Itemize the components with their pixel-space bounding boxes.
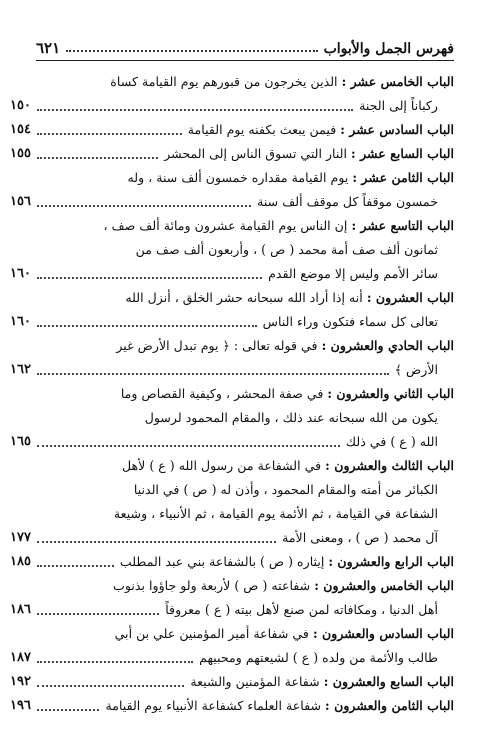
chapter-heading: الباب الثامن والعشرون :	[325, 698, 454, 713]
index-entry	[10, 550, 454, 574]
entry-text: الكبائر من أمته والمقام المحمود ، وأذن له ( ص ) في الدنيا	[133, 482, 438, 497]
entry-page-number: ١٦٠	[10, 266, 31, 281]
chapter-heading: الباب الرابع والعشرون :	[328, 554, 454, 569]
entry-text: خمسون موقفاً كل موقف ألف سنة	[257, 194, 438, 209]
entry-text: في قوله تعالى : ﴿ يوم تبدل الأرض غير	[116, 338, 318, 353]
leader-dots	[37, 157, 158, 159]
entry-text: شفاعته ( ص ) لأربعة ولو جاؤوا بذنوب	[113, 578, 311, 593]
entry-page-number: ١٦٢	[10, 362, 31, 377]
entry-line	[10, 694, 454, 718]
entry-text: يوم القيامة مقداره خمسون ألف سنة ، وله	[127, 170, 349, 185]
entry-line	[10, 310, 454, 334]
entry-line	[40, 286, 454, 310]
header-title: فهرس الجمل والأبواب	[323, 41, 454, 57]
chapter-heading: الباب السادس والعشرون :	[312, 626, 454, 641]
chapter-heading: الباب الثالث والعشرون :	[325, 458, 454, 473]
chapter-heading: الباب الخامس والعشرون :	[314, 578, 454, 593]
entry-line	[10, 670, 454, 694]
entry-page-number: ١٥٠	[10, 98, 31, 113]
leader-dots	[37, 277, 262, 279]
entry-page-number: ١٥٥	[10, 146, 31, 161]
entry-text: شفاعة المؤمنين والشيعة	[190, 674, 320, 689]
index-entry	[10, 670, 454, 694]
entry-line	[10, 550, 454, 574]
entry-text: سائر الأمم وليس إلا موضع القدم	[268, 266, 438, 281]
entry-text: إن الناس يوم القيامة عشرون ومائة ألف صف ،	[103, 218, 348, 233]
index-list	[10, 70, 454, 718]
entry-text: النار التي تسوق الناس إلى المحشر	[164, 146, 348, 161]
entry-text: أنه إذا أراد الله سبحانه حشر الخلق ، أنزل الله	[125, 290, 363, 305]
index-entry	[10, 334, 454, 382]
entry-page-number: ١٩٢	[10, 674, 31, 689]
entry-line	[10, 430, 454, 454]
chapter-heading: الباب السابع عشر :	[351, 146, 454, 161]
entry-line	[10, 262, 454, 286]
entry-text: في شفاعة أمير المؤمنين علي بن أبي	[114, 626, 309, 641]
entry-text: فيمن يبعث بكفنه يوم القيامة	[187, 122, 337, 137]
leader-dots	[37, 325, 257, 327]
entry-text: إيثاره ( ص ) بالشفاعة بني عبد المطلب	[119, 554, 325, 569]
leader-dots	[37, 133, 182, 135]
entry-line	[40, 334, 454, 358]
index-entry	[10, 382, 454, 454]
entry-text: الأرض ﴾	[394, 362, 438, 377]
entry-page-number: ١٨٦	[10, 602, 31, 617]
entry-line	[40, 238, 454, 262]
chapter-heading: الباب الخامس عشر :	[341, 74, 454, 89]
entry-line	[40, 214, 454, 238]
entry-page-number: ١٩٦	[10, 698, 31, 713]
entry-text: الشفاعة في القيامة ، ثم الأئمة يوم القيامة ، ثم الأنبياء ، وشيعة	[113, 506, 438, 521]
entry-text: آل محمد ( ص ) ، ومعنى الأمة	[282, 530, 438, 545]
entry-line	[10, 646, 454, 670]
index-entry	[10, 70, 454, 118]
index-entry	[10, 142, 454, 166]
entry-line	[10, 358, 454, 382]
chapter-heading: الباب الحادي والعشرون :	[321, 338, 454, 353]
entry-page-number: ١٨٧	[10, 650, 31, 665]
leader-dots	[37, 709, 100, 711]
entry-text: تعالى كل سماء فتكون وراء الناس	[262, 314, 438, 329]
entry-line	[40, 166, 454, 190]
entry-line	[40, 382, 454, 406]
leader-dots	[37, 661, 193, 663]
index-entry	[10, 118, 454, 142]
entry-line	[10, 118, 454, 142]
leader-dots	[37, 109, 353, 111]
index-entry	[10, 694, 454, 718]
leader-dots	[37, 613, 159, 615]
index-entry	[10, 574, 454, 622]
chapter-heading: الباب التاسع عشر :	[351, 218, 454, 233]
entry-line	[40, 478, 454, 502]
entry-page-number: ١٦٥	[10, 434, 31, 449]
entry-text: شفاعة العلماء كشفاعة الأنبياء يوم القيامة	[105, 698, 322, 713]
index-entry	[10, 286, 454, 334]
entry-line	[40, 70, 454, 94]
leader-dots	[37, 685, 184, 687]
index-entry	[10, 454, 454, 550]
entry-text: يكون من الله سبحانه عند ذلك ، والمقام المحمود لرسول	[144, 410, 438, 425]
chapter-heading: الباب الثامن عشر :	[352, 170, 454, 185]
chapter-heading: الباب السادس عشر :	[340, 122, 454, 137]
index-entry	[10, 214, 454, 286]
entry-page-number: ١٥٦	[10, 194, 31, 209]
entry-line	[10, 190, 454, 214]
running-header	[36, 38, 454, 61]
entry-page-number: ١٧٧	[10, 530, 31, 545]
leader-dots	[37, 373, 389, 375]
leader-dots	[37, 205, 251, 207]
index-entry	[10, 622, 454, 670]
entry-line	[40, 622, 454, 646]
entry-line	[10, 598, 454, 622]
entry-text: الله ( ع ) في ذلك	[345, 434, 438, 449]
leader-dots	[37, 565, 114, 567]
entry-text: في الشفاعة من رسول الله ( ع ) لأهل	[121, 458, 322, 473]
entry-line	[40, 502, 454, 526]
leader-dots	[37, 445, 340, 447]
entry-text: طالب والأئمة من ولده ( ع ) لشيعتهم ومحبيهم	[199, 650, 438, 665]
entry-line	[10, 94, 454, 118]
entry-page-number: ١٦٠	[10, 314, 31, 329]
entry-line	[10, 142, 454, 166]
index-entry	[10, 166, 454, 214]
header-leader-dots	[66, 50, 317, 52]
header-page-number: ٦٢١	[36, 39, 61, 57]
chapter-heading: الباب العشرون :	[366, 290, 454, 305]
leader-dots	[37, 541, 276, 543]
entry-text: ركباناً إلى الجنة	[359, 98, 438, 113]
entry-line	[40, 574, 454, 598]
entry-text: الذين يخرجون من قبورهم يوم القيامة كساة	[110, 74, 338, 89]
chapter-heading: الباب الثاني والعشرون :	[327, 386, 454, 401]
entry-line	[40, 406, 454, 430]
entry-text: ثمانون ألف صف أمة محمد ( ص ) ، وأربعون ألف صف من	[135, 242, 438, 257]
entry-text: أهل الدنيا ، ومكافاته لمن صنع لأهل بيته ( ع ) معروفاً	[165, 602, 438, 617]
entry-line	[10, 526, 454, 550]
entry-line	[40, 454, 454, 478]
chapter-heading: الباب السابع والعشرون :	[323, 674, 454, 689]
entry-page-number: ١٨٥	[10, 554, 31, 569]
entry-page-number: ١٥٤	[10, 122, 31, 137]
entry-text: في صفة المحشر ، وكيفية القصاص وما	[120, 386, 324, 401]
